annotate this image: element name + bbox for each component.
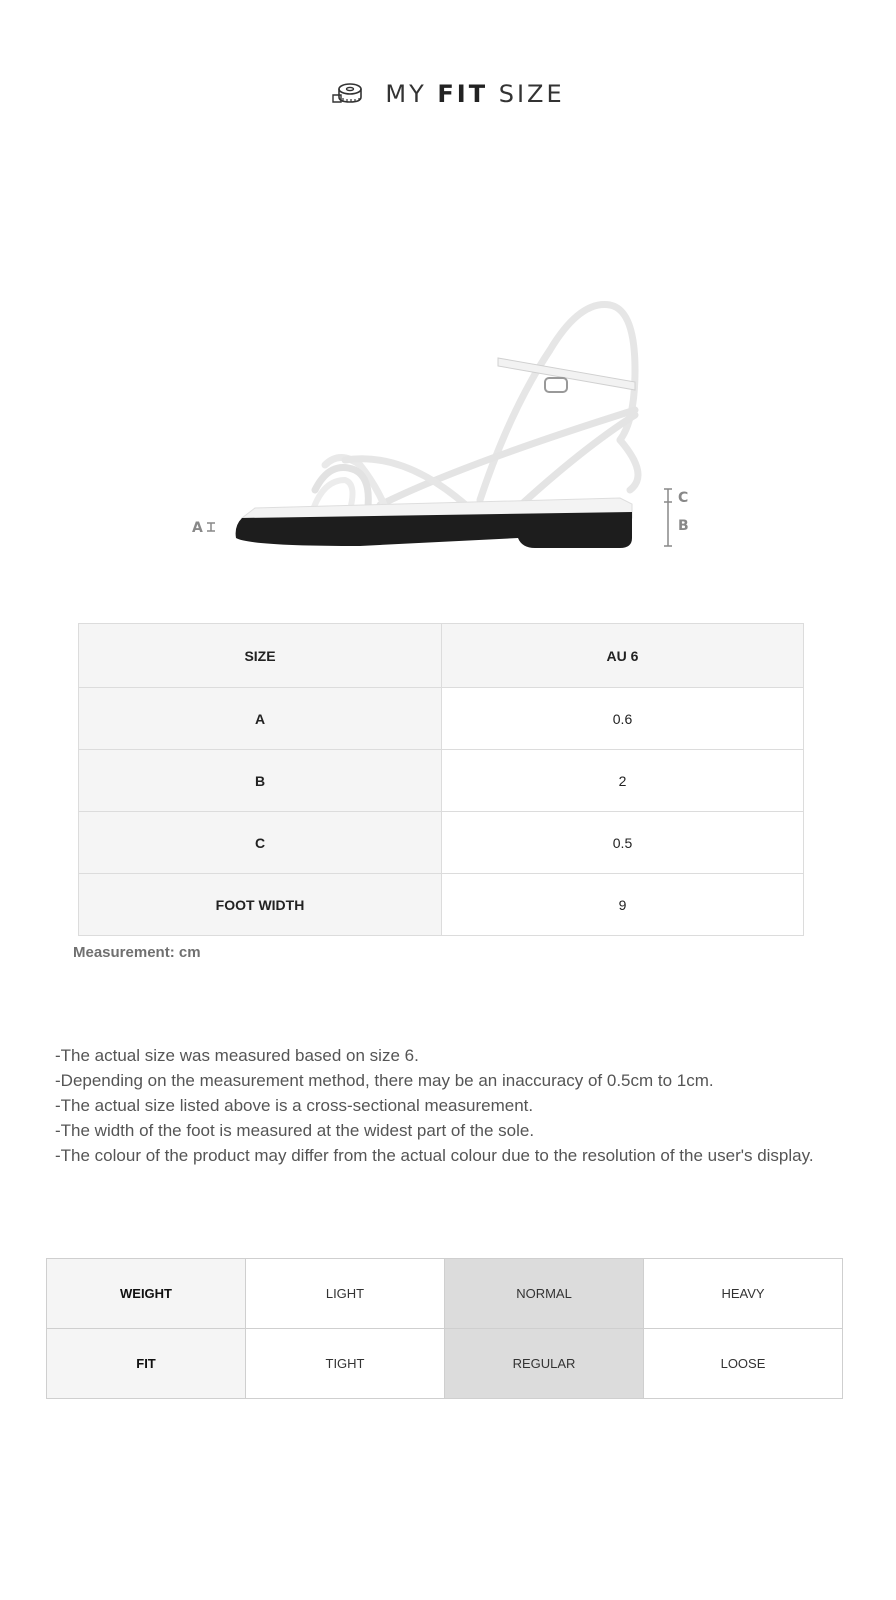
row-value: 2 [442,750,804,812]
fit-row-label: WEIGHT [47,1259,246,1329]
table-row [79,750,804,812]
note-line: -Depending on the measurement method, there may be an inaccuracy of 0.5cm to 1cm. [55,1071,714,1090]
label-c: C [678,490,689,506]
fit-option: LIGHT [246,1259,445,1329]
measure-a [192,520,215,536]
fit-option: HEAVY [644,1259,843,1329]
fit-row-fit [47,1329,843,1399]
fit-option-selected: REGULAR [445,1329,644,1399]
sandal-buckle [545,378,567,392]
measure-bc [664,489,689,546]
size-header-row [79,624,804,688]
row-value: 0.5 [442,812,804,874]
row-label: C [79,812,442,874]
size-notes [55,1043,885,1168]
size-table [78,623,804,936]
page-header [0,78,896,110]
note-line: -The width of the foot is measured at the widest part of the sole. [55,1121,535,1140]
fit-option: LOOSE [644,1329,843,1399]
table-row [79,874,804,936]
note-line: -The actual size was measured based on size 6. [55,1046,419,1065]
fit-option: TIGHT [246,1329,445,1399]
row-label: B [79,750,442,812]
row-label: FOOT WIDTH [79,874,442,936]
sandal-sole [236,512,632,548]
fit-row-label: FIT [47,1329,246,1399]
label-b: B [678,518,689,534]
row-value: 9 [442,874,804,936]
note-line: -The actual size listed above is a cross-sectional measurement. [55,1096,534,1115]
table-row [79,688,804,750]
table-row [79,812,804,874]
fit-row-weight [47,1259,843,1329]
note-line: -The colour of the product may differ from the actual colour due to the resolution of the user's display. [55,1146,814,1165]
size-header-value: AU 6 [442,624,804,688]
label-a: A [192,520,203,536]
sandal-diagram [180,290,720,570]
row-value: 0.6 [442,688,804,750]
row-label: A [79,688,442,750]
fit-table [46,1258,843,1399]
tape-measure-icon [331,81,369,107]
page-title: MY FIT SIZE [385,80,565,108]
measurement-unit-note: Measurement: cm [73,944,201,961]
fit-option-selected: NORMAL [445,1259,644,1329]
sandal-back-strap [620,440,638,490]
size-header-label: SIZE [79,624,442,688]
